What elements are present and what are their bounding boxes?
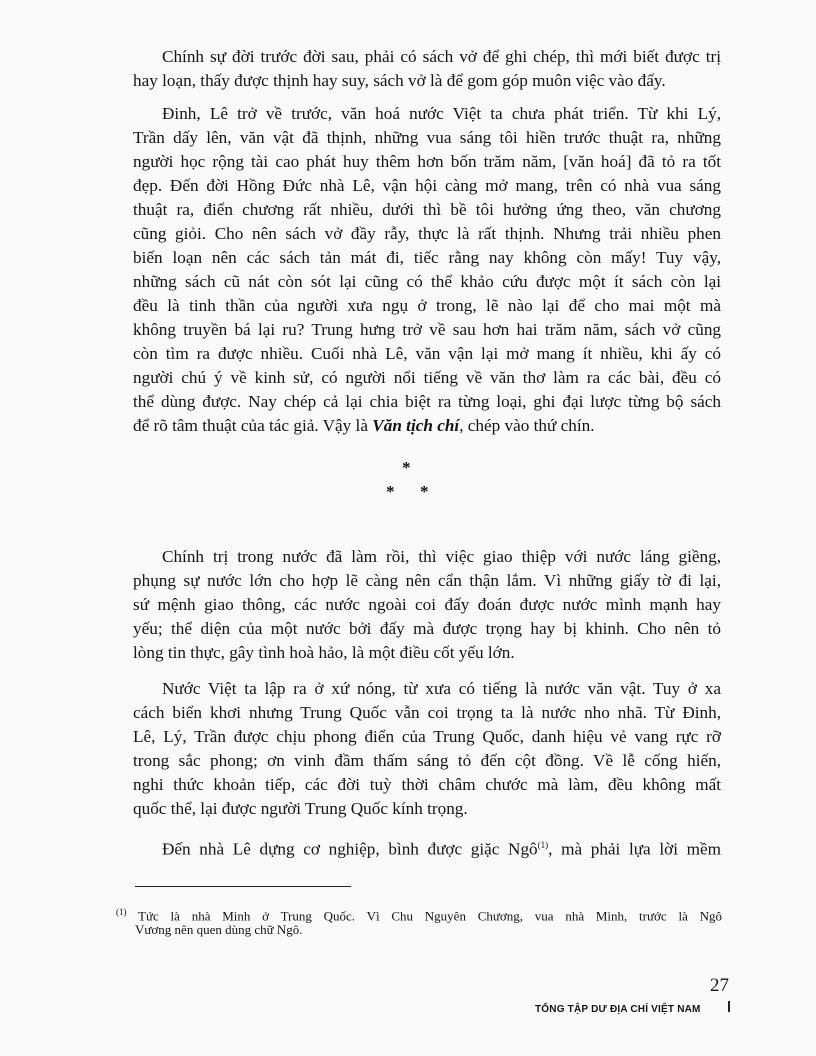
text-line: còn tìm ra được nhiều. Cuối nhà Lê, văn vận lại mở mang ít nhiều, khi ấy có bbox=[133, 344, 721, 363]
text-line: đẹp. Đến đời Hồng Đức nhà Lê, vận hội càng mở mang, trên có nhà vua sáng bbox=[133, 176, 721, 195]
text-line: yếu; thể diện của một nước bởi đấy mà được trọng hay bị khinh. Cho nên tỏ bbox=[133, 619, 721, 638]
text-line: hay loạn, thấy được thịnh hay suy, sách vở là để gom góp muôn việc vào đấy. bbox=[133, 71, 666, 90]
footnote-line: Vương nên quen dùng chữ Ngô. bbox=[135, 922, 303, 937]
separator-star: * bbox=[386, 482, 395, 501]
text-line: không truyền bá lại ru? Trung hưng trở về sau hơn hai trăm năm, sách vở cũng bbox=[133, 320, 721, 339]
footnote-marker: (1) bbox=[116, 907, 127, 917]
text-line: phụng sự nước lớn cho hợp lẽ càng nên cẩn thận lắm. Vì những giấy tờ đi lại, bbox=[133, 571, 721, 590]
text-line: Chính trị trong nước đã làm rồi, thì việc giao thiệp với nước láng giềng, bbox=[162, 547, 721, 566]
text: để rõ tâm thuật của tác giả. Vậy là bbox=[133, 416, 373, 435]
text-line: đều là tinh thần của người xưa ngụ ở trong, lẽ nào lại để cho mai một mà bbox=[133, 296, 721, 315]
text-line: quốc thể, lại được người Trung Quốc kính trọng. bbox=[133, 799, 468, 818]
footnote-text: Tức là nhà Minh ở Trung Quốc. Vì Chu Nguyên Chương, vua nhà Minh, trước là Ngô bbox=[138, 908, 722, 924]
text-line: Lê, Lý, Trần được chịu phong điển của Trung Quốc, danh hiệu vẻ vang rực rỡ bbox=[133, 727, 721, 746]
text-line: trong sắc phong; ơn vinh đầm thấm sáng tỏ đến cột đồng. Về lễ cống hiến, bbox=[133, 751, 721, 770]
text: , mà phải lựa lời mềm bbox=[548, 839, 721, 859]
page-number: 27 bbox=[710, 975, 729, 996]
text-line: cách biển khơi nhưng Trung Quốc vẫn coi trọng ta là nước nho nhã. Từ Đinh, bbox=[133, 703, 721, 722]
text-line bbox=[133, 416, 721, 436]
footnote-divider bbox=[135, 886, 351, 887]
separator-star: * bbox=[402, 458, 411, 477]
text-line: Nước Việt ta lập ra ở xứ nóng, từ xưa có tiếng là nước văn vật. Tuy ở xa bbox=[162, 679, 721, 698]
separator-star: * bbox=[420, 482, 429, 501]
text-line: cũng giỏi. Cho nên sách vở đầy rẫy, thực là rất thịnh. Nhưng trải nhiều phen bbox=[133, 224, 721, 243]
text-line: sứ mệnh giao thông, các nước ngoài coi đấy đoán được nước mình mạnh hay bbox=[133, 595, 721, 614]
text-line: thể dùng được. Nay chép cả lại chia biệt ra từng loại, ghi đại lược từng bộ sách bbox=[133, 392, 721, 411]
text: , chép vào thứ chín. bbox=[459, 416, 595, 435]
text-line bbox=[162, 835, 721, 860]
text: Đến nhà Lê dựng cơ nghiệp, bình được giặc Ngô bbox=[162, 839, 538, 859]
text-line: nghi thức khoản tiếp, các đời tuỳ thời châm chước mà làm, đều không mất bbox=[133, 775, 721, 794]
text-line: Trần dấy lên, văn vật đã thịnh, những vua sáng tôi hiền trước thuật ra, những bbox=[133, 128, 721, 147]
text-line: người học rộng tài cao phát huy thêm hơn bốn trăm năm, [văn hoá] đã tỏ ra tốt bbox=[133, 152, 721, 171]
text-line: Đinh, Lê trở về trước, văn hoá nước Việt ta chưa phát triển. Từ khi Lý, bbox=[162, 104, 721, 123]
text-line: biến loạn nên các sách tản mát đi, tiếc rằng nay không còn mấy! Tuy vậy, bbox=[133, 248, 721, 267]
footer-tick-mark bbox=[728, 1001, 730, 1012]
text-line: người chú ý về kinh sử, có người nổi tiếng về văn thơ làm ra các bài, đều có bbox=[133, 368, 721, 387]
text-line: những sách cũ nát còn sót lại cũng có thể khảo cứu được một ít sách còn lại bbox=[133, 272, 721, 291]
text-line: thuật ra, điển chương rất nhiều, dưới thì bề tôi hưởng ứng theo, văn chương bbox=[133, 200, 721, 219]
book-title-emphasis: Văn tịch chí bbox=[372, 416, 460, 435]
text-line: Chính sự đời trước đời sau, phải có sách vở để ghi chép, thì mới biết được trị bbox=[162, 47, 721, 66]
text-line: lòng tin thực, gây tình hoà hảo, là một điều cốt yếu lớn. bbox=[133, 643, 515, 662]
footnote-reference: (1) bbox=[537, 840, 549, 850]
running-footer-title: TỔNG TẬP DƯ ĐỊA CHÍ VIỆT NAM bbox=[535, 1004, 701, 1015]
